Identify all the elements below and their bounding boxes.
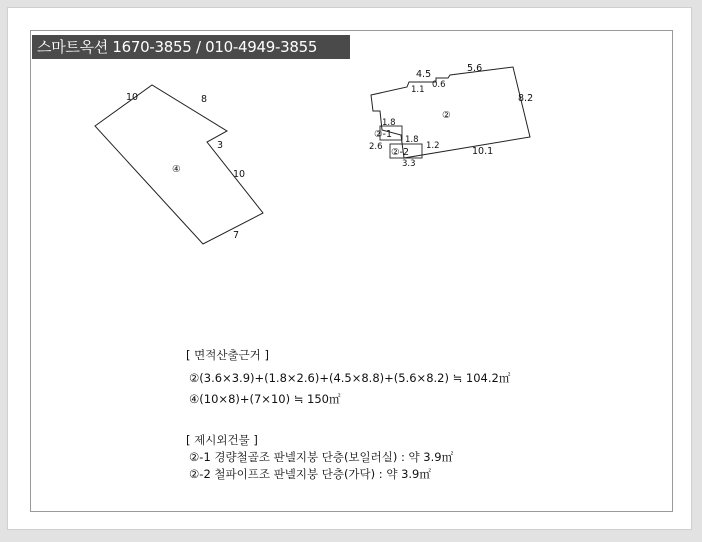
parcel-4-dim-notch: 3 [217,140,224,151]
parcel-2-dim-0-6: 0.6 [432,80,446,90]
watermark-banner: 스마트옥션 1670-3855 / 010-4949-3855 [32,35,350,59]
annex-2-2-label: ②-2 [391,147,409,158]
exhibited-building-line: ②-2 철파이프조 판넬지붕 단층(가닥) : 약 3.9㎡ [189,467,431,481]
parcel-2-dim-1-1: 1.1 [411,85,425,95]
parcel-2-dim-5-6: 5.6 [467,63,483,74]
exhibited-building-line: ②-1 경량철골조 판넬지붕 단층(보일러실) : 약 3.9㎡ [189,450,454,464]
parcel-4-dim-bottom: 7 [233,230,240,241]
parcel-2-dim-1-8-b: 1.8 [405,135,419,145]
parcel-2-dim-1-2: 1.2 [426,141,440,151]
parcel-2-dim-8-2: 8.2 [518,93,534,104]
parcel-2-dim-2-6: 2.6 [369,142,383,152]
parcel-4-label: ④ [172,164,181,175]
parcel-2-dim-3-3: 3.3 [402,159,416,169]
parcel-4-dim-right: 10 [233,169,246,180]
parcel-2-dim-4-5: 4.5 [416,69,432,80]
parcel-4-dim-top: 10 [126,92,139,103]
parcel-2-label: ② [442,110,451,121]
exhibited-buildings-heading: [ 제시외건물 ] [186,433,258,447]
area-basis-heading: [ 면적산출근거 ] [186,348,269,362]
area-basis-line: ②(3.6×3.9)+(1.8×2.6)+(4.5×8.8)+(5.6×8.2) ≒ 104.2㎡ [189,371,511,385]
annex-2-1-label: ②-1 [374,129,392,140]
area-basis-line: ④(10×8)+(7×10) ≒ 150㎡ [189,392,341,406]
parcel-2-dim-1-8-a: 1.8 [382,118,396,128]
parcel-2-dim-10-1: 10.1 [472,146,494,157]
parcel-4-dim-right-top: 8 [201,94,208,105]
